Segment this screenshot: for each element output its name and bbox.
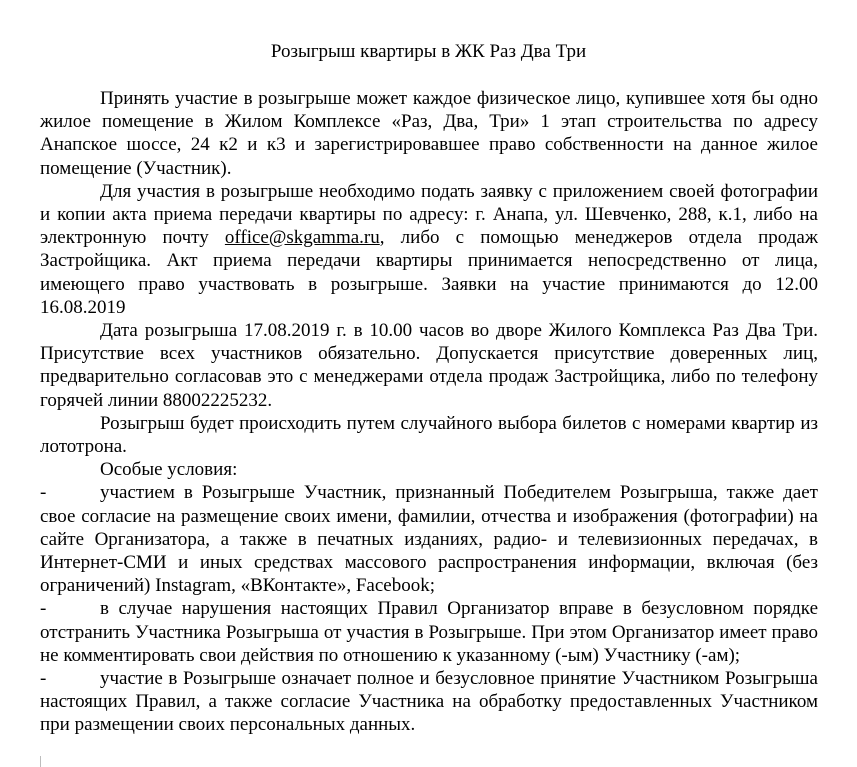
list-dash: - xyxy=(40,598,47,620)
condition-text: в случае нарушения настоящих Правил Организатор вправе в безусловном порядке отстранить Участника Розыгрыша от участия в Розыгрыше. При этом Организатор имеет право не комментировать свои действия по отношению к указанному (-ым) Участнику (-ам); xyxy=(40,598,818,666)
condition-item xyxy=(40,667,818,737)
document-body xyxy=(40,87,818,737)
condition-item xyxy=(40,597,818,667)
page-margin-mark xyxy=(40,756,41,767)
email-link[interactable]: office@skgamma.ru xyxy=(224,227,380,249)
paragraph-application xyxy=(40,180,818,319)
application-text-end: , либо с помощью менеджеров отдела продаж Застройщика. Акт приема передачи квартиры принимается непосредственно от лица, имеющего право участвовать в розыгрыше. Заявки на участие принимаются до 12.00 16.08.2019 xyxy=(40,227,818,318)
list-dash: - xyxy=(40,482,47,504)
application-text-start: Для участия в розыгрыше необходимо подать заявку с приложением своей фотографии и копии акта приема передачи квартиры по адресу: г. Анапа, ул. Шевченко, 288, к.1, либо на электронную почту xyxy=(40,180,818,249)
paragraph-participation: Принять участие в розыгрыше может каждое физическое лицо, купившее хотя бы одно жилое помещение в Жилом Комплексе «Раз, Два, Три» 1 этап строительства по адресу Анапское шоссе, 24 к2 и к3 и зарегистрировавшее право собственности на данное жилое помещение (Участник). xyxy=(40,88,818,179)
paragraph-draw-method: Розыгрыш будет происходить путем случайного выбора билетов с номерами квартир из лототрона. xyxy=(40,412,818,458)
condition-item xyxy=(40,481,818,597)
list-dash: - xyxy=(40,668,47,690)
paragraph-draw-date: Дата розыгрыша 17.08.2019 г. в 10.00 часов во дворе Жилого Комплекса Раз Два Три. Присутствие всех участников обязательно. Допускается присутствие доверенных лиц, предварительно согласовав это с менеджерами отдела продаж Застройщика, либо по телефону горячей линии 88002225232. xyxy=(40,320,818,411)
condition-text: участием в Розыгрыше Участник, признанный Победителем Розыгрыша, также дает свое согласие на размещение своих имени, фамилии, отчества и изображения (фотографии) на сайте Организатора, а также в печатных изданиях, радио- и телевизионных передачах, в Интернет-СМИ и иных средствах массового распространения информации, включая (без ограничений) Instagram, «ВКонтакте», Facebook; xyxy=(40,482,818,597)
special-conditions-heading: Особые условия: xyxy=(100,459,238,481)
document-title: Розыгрыш квартиры в ЖК Раз Два Три xyxy=(270,41,587,62)
condition-text: участие в Розыгрыше означает полное и безусловное принятие Участником Розыгрыша настоящих Правил, а также согласие Участника на обработку предоставленных Участником при размещении своих персональных данных. xyxy=(40,668,818,736)
